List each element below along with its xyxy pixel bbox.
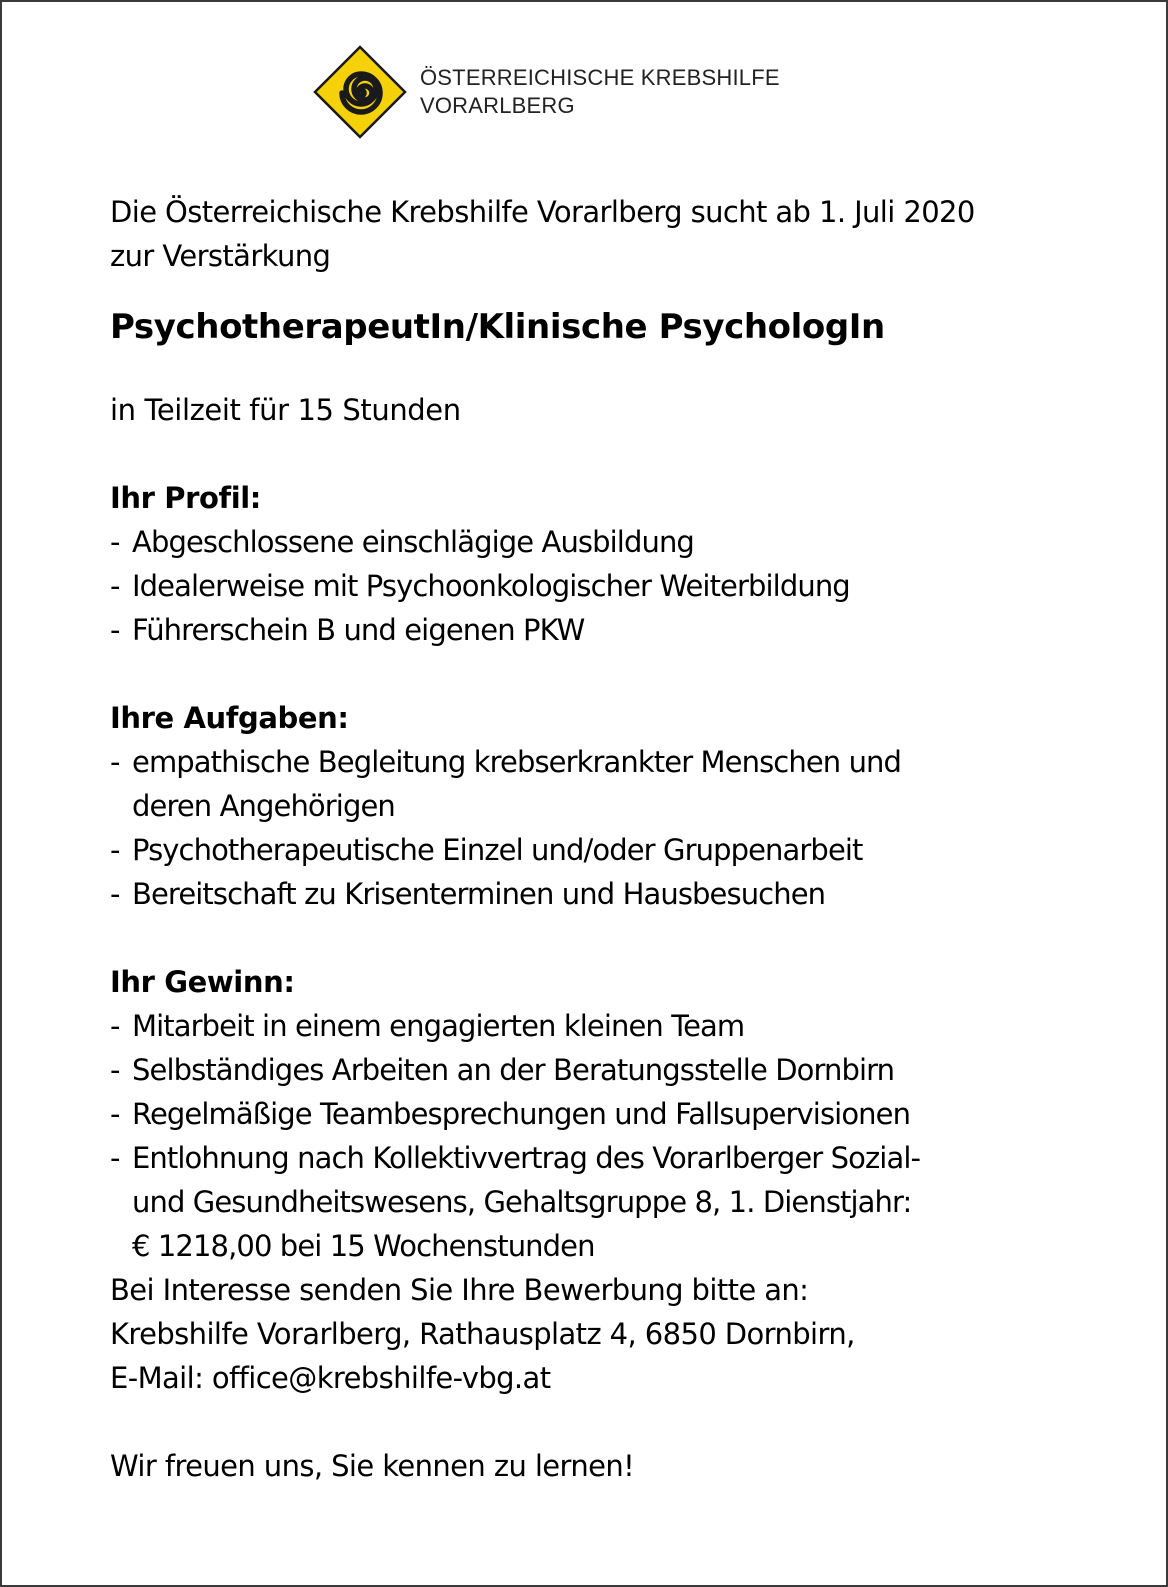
list-item: - Führerschein B und eigenen PKW xyxy=(110,608,1130,652)
tasks-list xyxy=(110,740,1130,916)
tasks-section xyxy=(110,696,1130,916)
logo-text xyxy=(420,64,780,120)
list-item: - Mitarbeit in einem engagierten kleinen Team xyxy=(110,1004,1130,1048)
profile-section xyxy=(110,476,1130,652)
profile-heading: Ihr Profil: xyxy=(110,481,262,515)
tasks-heading: Ihre Aufgaben: xyxy=(110,701,349,735)
list-item: - Abgeschlossene einschlägige Ausbildung xyxy=(110,520,1130,564)
benefits-list xyxy=(110,1004,1130,1268)
logo-line-2: VORARLBERG xyxy=(420,93,575,118)
list-item: - Selbständiges Arbeiten an der Beratungsstelle Dornbirn xyxy=(110,1048,1130,1092)
employment-type: in Teilzeit für 15 Stunden xyxy=(110,393,461,427)
contact-info: Bei Interesse senden Sie Ihre Bewerbung bitte an: Krebshilfe Vorarlberg, Rathausplatz 4, 6850 Dornbirn, E-Mail: office@krebshilfe-vbg.at xyxy=(110,1273,855,1395)
list-item: - Entlohnung nach Kollektivvertrag des Vorarlberger Sozial- und Gesundheitswesens, Gehaltsgruppe 8, 1. Dienstjahr: € 1218,00 bei 15 Wochenstunden xyxy=(110,1136,1130,1268)
list-item: - Regelmäßige Teambesprechungen und Fallsupervisionen xyxy=(110,1092,1130,1136)
benefits-heading: Ihr Gewinn: xyxy=(110,965,295,999)
logo-line-1: ÖSTERREICHISCHE KREBSHILFE xyxy=(420,65,780,90)
list-item: - Psychotherapeutische Einzel und/oder Gruppenarbeit xyxy=(110,828,1130,872)
intro-text: Die Österreichische Krebshilfe Vorarlberg sucht ab 1. Juli 2020 zur Verstärkung xyxy=(110,195,975,273)
job-title: PsychotherapeutIn/Klinische PsychologIn xyxy=(110,307,885,347)
diamond-spiral-icon xyxy=(312,44,408,140)
profile-list xyxy=(110,520,1130,652)
list-item: - Bereitschaft zu Krisenterminen und Hausbesuchen xyxy=(110,872,1130,916)
ad-content xyxy=(110,190,1130,1488)
list-item: - Idealerweise mit Psychoonkologischer Weiterbildung xyxy=(110,564,1130,608)
benefits-section xyxy=(110,960,1130,1268)
closing-line: Wir freuen uns, Sie kennen zu lernen! xyxy=(110,1449,635,1483)
list-item: - empathische Begleitung krebserkrankter Menschen und deren Angehörigen xyxy=(110,740,1130,828)
logo xyxy=(312,44,780,140)
